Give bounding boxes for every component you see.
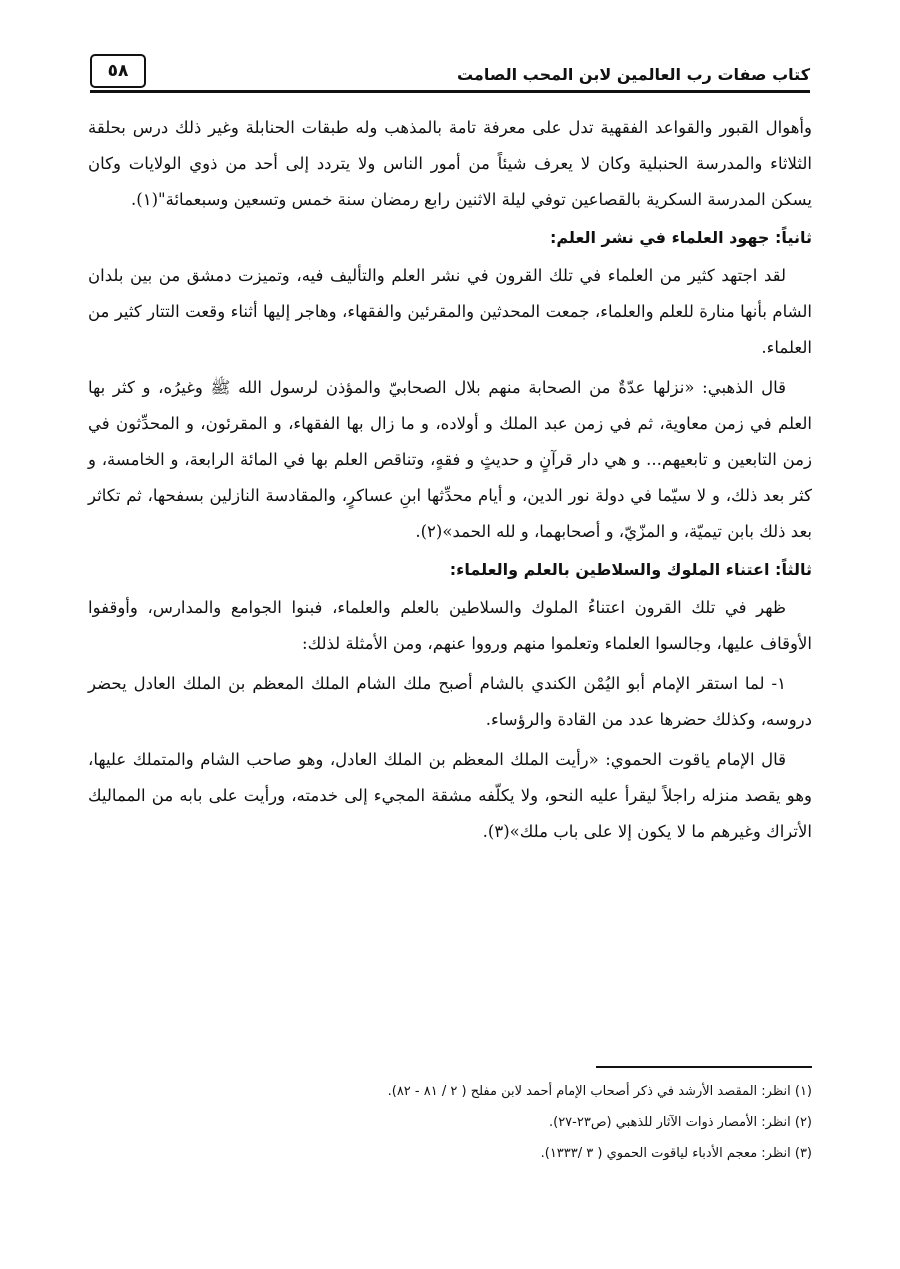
paragraph-yaqut-quote: قال الإمام ياقوت الحموي: «رأيت الملك المعظم بن الملك العادل، وهو صاحب الشام والمتملك عليها، وهو يقصد منزله راجلاً ليقرأ عليه النحو، ولا يكلّفه مشقة المجيء إلى خدمته، ورأيت على بابه من المماليك الأتراك وغيرهم ما لا يكون إلا على باب ملك»(٣). bbox=[88, 750, 812, 841]
paragraph-dhahabi-quote: قال الذهبي: «نزلها عدّةٌ من الصحابة منهم بلال الصحابيّ والمؤذن لرسول الله ﷺ وغيرُه، و كثر بها العلم في زمن معاوية، ثم في زمن عبد الملك و أولاده، و ما زال بها الفقهاء، و المقرئون، و المحدِّثون في زمن التابعين و تابعيهم... و هي دار قرآنٍ و حديثٍ و فقهٍ، وتناقص العلم بها في المائة الرابعة، و الخامسة، و كثر بعد ذلك، و لا سيّما في دولة نور الدين، و أيام محدِّثها ابنِ عساكرٍ، والمقادسة النازلين بسفحها، ثم تكاثر بعد ذلك بابن تيميّة، و المزّيّ، و أصحابهما، و لله الحمد»(٢). bbox=[88, 378, 812, 541]
page-header bbox=[90, 52, 810, 90]
section-heading-efforts: ثانياً: جهود العلماء في نشر العلم: bbox=[549, 228, 812, 247]
footnote-2: (٢) انظر: الأمصار ذوات الآثار للذهبي (ص٢٣-٢٧). bbox=[548, 1115, 812, 1130]
footnote-3: (٣) انظر: معجم الأدباء لياقوت الحموي ( ٣ /١٣٣٣). bbox=[540, 1146, 812, 1161]
book-title: كتاب صفات رب العالمين لابن المحب الصامت bbox=[456, 64, 810, 84]
page-number-box: ٥٨ bbox=[90, 54, 146, 88]
section-heading-kings: ثالثاً: اعتناء الملوك والسلاطين بالعلم والعلماء: bbox=[449, 560, 812, 579]
list-item-1: ١- لما استقر الإمام أبو اليُمْن الكندي بالشام أصبح ملك الشام الملك المعظم بن الملك العادل يحضر دروسه، وكذلك حضرها عدد من القادة والرؤساء. bbox=[88, 674, 812, 729]
paragraph-efforts: لقد اجتهد كثير من العلماء في تلك القرون في نشر العلم والتأليف فيه، وتميزت دمشق من بين بلدان الشام بأنها منارة للعلم والعلماء، جمعت المحدثين والمقرئين والفقهاء، وهاجر إليها أثناء وقعت التتار كثير من العلماء. bbox=[88, 266, 812, 357]
body-text bbox=[88, 110, 812, 850]
header-divider bbox=[90, 90, 810, 93]
paragraph-continuation: وأهوال القبور والقواعد الفقهية تدل على معرفة تامة بالمذهب وله طبقات الحنابلة وغير ذلك درس بحلقة الثلاثاء والمدرسة الحنبلية وكان لا يعرف شيئاً من أمور الناس ولا يتردد إلى أحد من ذوي الولايات وكان يسكن المدرسة السكرية بالقصاعين توفي ليلة الاثنين رابع رمضان سنة خمس وتسعين وسبعمائة"(١). bbox=[88, 118, 812, 209]
footnote-1: (١) انظر: المقصد الأرشد في ذكر أصحاب الإمام أحمد لابن مفلح ( ٢ / ٨١ - ٨٢). bbox=[387, 1084, 812, 1099]
paragraph-kings: ظهر في تلك القرون اعتناءُ الملوك والسلاطين بالعلم والعلماء، فبنوا الجوامع والمدارس، وأوقفوا الأوقاف عليها، وجالسوا العلماء وتعلموا منهم ورووا عنهم، ومن الأمثلة لذلك: bbox=[88, 598, 812, 653]
footnotes bbox=[88, 1076, 812, 1169]
footnote-divider bbox=[596, 1066, 812, 1068]
